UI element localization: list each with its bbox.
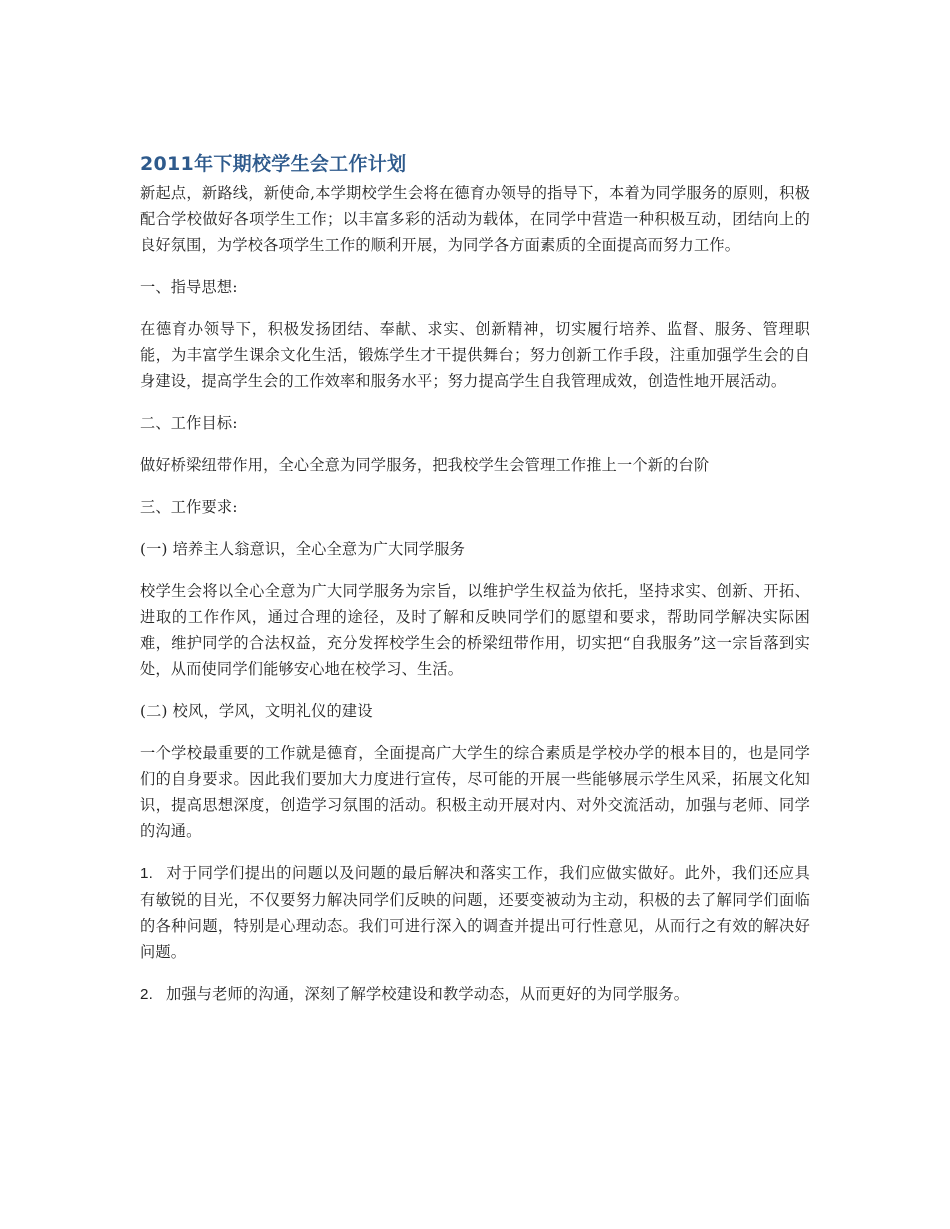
section2-heading: 二、工作目标: [140,414,238,432]
section3-heading: 三、工作要求: [140,498,238,516]
subsection2-heading: (二) 校风，学风，文明礼仪的建设 [140,702,373,720]
section1-heading: 一、指导思想: [140,278,238,296]
document-page [140,148,810,1024]
list-item [140,860,810,965]
list-item-text: 加强与老师的沟通，深刻了解学校建设和教学动态，从而更好的为同学服务。 [166,985,690,1003]
list-item-number: 1. [140,865,154,882]
subsection1-paragraph: 校学生会将以全心全意为广大同学服务为宗旨，以维护学生权益为依托，坚持求实、创新、开拓、进取的工作作风，通过合理的途径，及时了解和反映同学们的愿望和要求，帮助同学解决实际困难，维护同学的合法权益，充分发挥校学生会的桥梁纽带作用，切实把“自我服务”这一宗旨落到实处，从而使同学们能够安心地在校学习、生活。 [140,582,810,678]
intro-paragraph: 新起点，新路线，新使命,本学期校学生会将在德育办领导的指导下，本着为同学服务的原则，积极配合学校做好各项学生工作；以丰富多彩的活动为载体，在同学中营造一种积极互动，团结向上的良好氛围，为学校各项学生工作的顺利开展，为同学各方面素质的全面提高而努力工作。 [140,184,810,254]
list-item [140,981,810,1008]
document-title: 2011年下期校学生会工作计划 [140,153,407,175]
section1-paragraph: 在德育办领导下，积极发扬团结、奉献、求实、创新精神，切实履行培养、监督、服务、管理职能，为丰富学生课余文化生活，锻炼学生才干提供舞台；努力创新工作手段，注重加强学生会的自身建设，提高学生会的工作效率和服务水平；努力提高学生自我管理成效，创造性地开展活动。 [140,320,810,390]
section2-paragraph: 做好桥梁纽带作用，全心全意为同学服务，把我校学生会管理工作推上一个新的台阶 [140,456,710,474]
list-item-number: 2. [140,986,154,1003]
subsection1-heading: (一) 培养主人翁意识，全心全意为广大同学服务 [140,540,466,558]
list-item-text: 对于同学们提出的问题以及问题的最后解决和落实工作，我们应做实做好。此外，我们还应具有敏锐的目光，不仅要努力解决同学们反映的问题，还要变被动为主动，积极的去了解同学们面临的各种问题，特别是心理动态。我们可进行深入的调查并提出可行性意见，从而行之有效的解决好问题。 [140,864,810,961]
subsection2-paragraph: 一个学校最重要的工作就是德育，全面提高广大学生的综合素质是学校办学的根本目的，也是同学们的自身要求。因此我们要加大力度进行宣传，尽可能的开展一些能够展示学生风采，拓展文化知识，提高思想深度，创造学习氛围的活动。积极主动开展对内、对外交流活动，加强与老师、同学的沟通。 [140,744,810,840]
